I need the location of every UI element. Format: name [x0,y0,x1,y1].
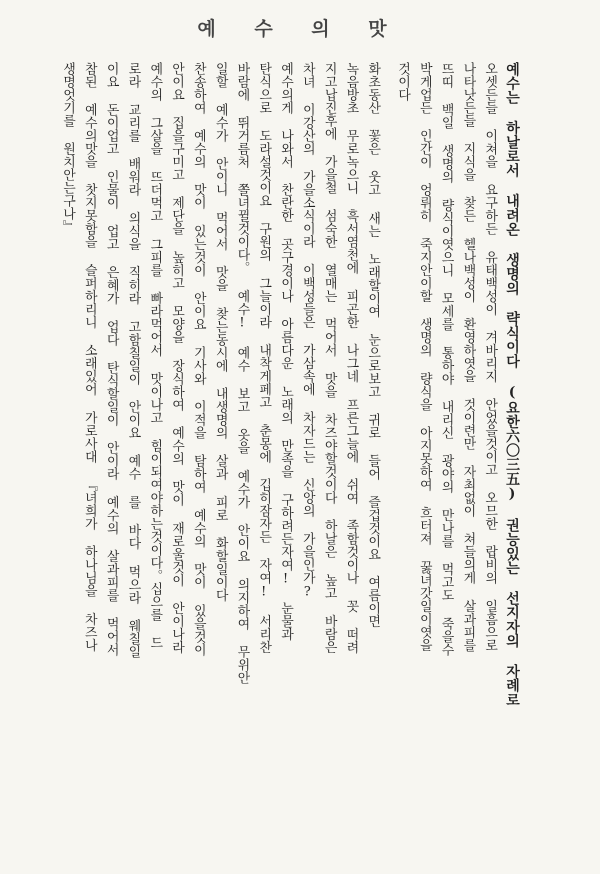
paragraph-gap [383,62,391,852]
text-column: 바람에 뛰거름처 쫄녀뀔것이다。 예수! 예수 보고 옷을 예수가 안이요 의지하여 무위안 [234,62,250,685]
text-column: 생명엇기를 원치안는구나』 [60,62,76,234]
text-column: 차녀 이강산의 가을소식이라 이백성들은 가삼속에 차자드는 신앙의 가을인가? [299,62,315,600]
page-title: 예 수 의 맛 [197,18,403,40]
text-column: 뜨띠 백일 생명의 량식이엿으니 모세를 통하야 내리신 광야의 만나를 먹고도 죽을수 [438,62,454,656]
text-column: 찬송하여 예수의 맛이 있는것이 안이요 기사와 이적을 탐하여 예수의 맛이 있을것이 [190,62,206,656]
text-column: 예수는 하날로서 내려온 생명의 략식이다 (요한六〇三五) 권능있는 선지자의 자례로 [504,62,520,707]
text-column: 것이다 [395,62,411,101]
text-column: 나타낫든들 지식을 찾든 헬나백성이 환영하엿을 것이련만 자최없이 쳐들의게 살과피를 [460,62,476,652]
text-column: 이요 돈이업고 인물이 업고 은혜가 업다 탄식할일이 안이라 예수의 살과피를 먹어서 [103,62,119,656]
text-column: 박게업든 인간이 엉뤼히 죽지안이할 생명의 량식을 아지못하여 흐터져 꿇녀갓일이엿을 [416,62,432,652]
text-column: 일할 예수가 안이니 먹어서 맛을 찾는동시에 내생명의 살과 피로 화할일이다 [212,62,228,602]
text-column: 안이요 집을구미고 제단을 높히고 모양을 장식하여 예수의 맛이 재로울것이 안이나라 [169,62,185,654]
text-column: 참된 예수의맛을 찻지못함을 슬퍼하리니 소래있어 가로사대 『녀희가 하나님을 차즈나 [81,62,97,652]
text-column: 탄식으로 도라설것이요 구원의 그늘이라 내착게페고 춘몽에 깁히잠자든 자여! 서리찬 [256,62,272,654]
text-column: 화초동산 꽃은 웃고 새는 노래할이여 눈으로보고 귀로 들어 즐겁것이요 여름이면 [365,62,381,628]
body-text [42,62,522,852]
text-column: 오셋든들 이쳐을 요구하든 유태백성이 겨바리지 안었을것이고 오므한 랍비의 일흠으로 [482,62,498,652]
text-column: 예수의게 나와서 찬란한 곳구경이나 아름다운 노래의 만족을 구하려든자여! 눈물과 [278,62,294,641]
text-column: 예수의 그살을 뜨더먹고 그피를 빠라먹어서 맛이나고 힘이되여야하는것이다。십으를 드 [147,62,163,650]
text-column: 녹음방초 무로녹으니 흑서염천에 피곤한 나그네 프른그늘에 쉬여 족함것이나 꼿 떠려 [343,62,359,654]
text-column: 지고납진후에 가을철 섬숙한 열매는 먹어서 맛을 차즈야할것이다 하날은 높고 바람은 [321,62,337,654]
text-column: 로라 교리를 배워라 의식을 직히라 고함칠일이 안이요 예수 를 바다 먹으라 웨칠일 [125,62,141,659]
